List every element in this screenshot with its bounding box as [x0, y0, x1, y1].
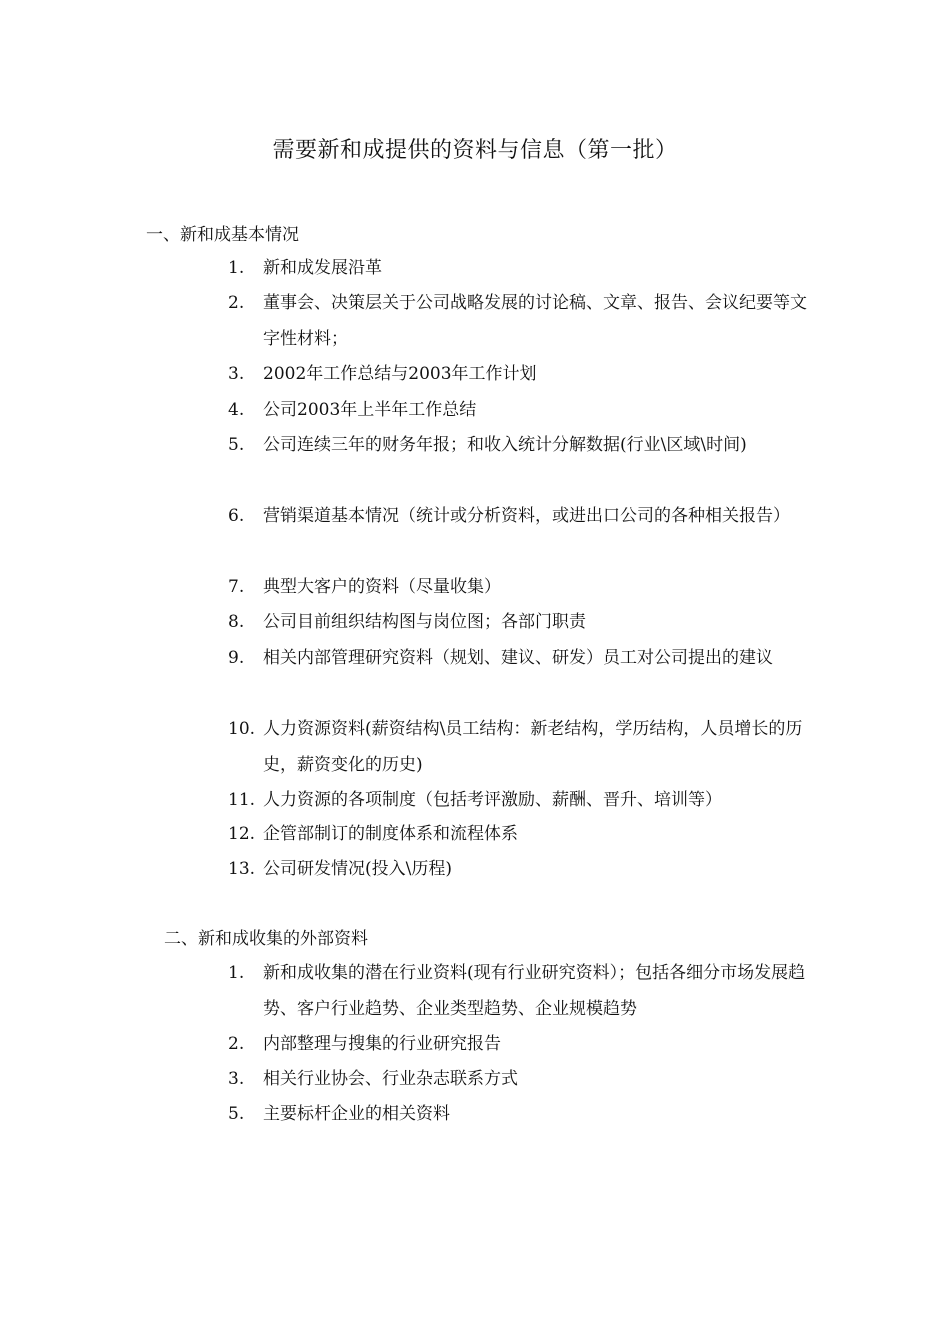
list-item-text: 公司连续三年的财务年报；和收入统计分解数据(行业\区域\时间)	[263, 435, 747, 455]
list-item-text: 公司研发情况(投入\历程)	[263, 859, 452, 879]
list-item-number: 2.	[228, 1034, 245, 1054]
list-item-number: 10.	[228, 719, 256, 739]
list-item	[228, 356, 818, 392]
section-heading-external-info: 二、新和成收集的外部资料	[164, 929, 368, 949]
list-item	[228, 782, 818, 818]
list-item-number: 8.	[228, 612, 245, 632]
section-heading-basic-info: 一、新和成基本情况	[146, 225, 299, 245]
list-item-text: 主要标杆企业的相关资料	[263, 1104, 450, 1124]
list-item-text: 营销渠道基本情况（统计或分析资料，或进出口公司的各种相关报告）	[263, 506, 790, 526]
page-title: 需要新和成提供的资料与信息（第一批）	[272, 138, 678, 163]
list-item	[228, 1061, 818, 1097]
list-item	[228, 955, 818, 1027]
list-item	[228, 816, 818, 852]
list-item-text: 相关内部管理研究资料（规划、建议、研发）员工对公司提出的建议	[263, 648, 773, 668]
list-item-text: 人力资源的各项制度（包括考评激励、薪酬、晋升、培训等）	[263, 790, 722, 810]
list-item-number: 2.	[228, 293, 245, 313]
list-item-text: 新和成收集的潜在行业资料(现有行业研究资料）；包括各细分市场发展趋势、客户行业趋势、企业类型趋势、企业规模趋势	[263, 963, 806, 1019]
list-item-number: 3.	[228, 1069, 245, 1089]
list-item-number: 11.	[228, 790, 256, 810]
list-item-number: 1.	[228, 258, 245, 278]
list-item-number: 12.	[228, 824, 256, 844]
list-item-number: 5.	[228, 1104, 245, 1124]
list-item	[228, 250, 818, 286]
list-item-text: 新和成发展沿革	[263, 258, 382, 278]
list-item-number: 3.	[228, 364, 245, 384]
list-item-number: 5.	[228, 435, 245, 455]
list-item	[228, 427, 818, 463]
list-item	[228, 711, 818, 783]
list-item	[228, 640, 818, 676]
list-item	[228, 569, 818, 605]
list-item-text: 人力资源资料(薪资结构\员工结构：新老结构，学历结构，人员增长的历史，薪资变化的历史)	[263, 719, 803, 775]
list-item	[228, 1026, 818, 1062]
list-item-number: 4.	[228, 400, 245, 420]
list-item-text: 企管部制订的制度体系和流程体系	[263, 824, 518, 844]
list-item-text: 董事会、决策层关于公司战略发展的讨论稿、文章、报告、会议纪要等文字性材料；	[263, 293, 807, 349]
list-item	[228, 498, 818, 534]
list-item-text: 公司目前组织结构图与岗位图；各部门职责	[263, 612, 586, 632]
list-item-number: 6.	[228, 506, 245, 526]
list-item-number: 9.	[228, 648, 245, 668]
list-item-text: 相关行业协会、行业杂志联系方式	[263, 1069, 518, 1089]
list-item-text: 内部整理与搜集的行业研究报告	[263, 1034, 501, 1054]
list-item	[228, 392, 818, 428]
list-item-text: 2002年工作总结与2003年工作计划	[263, 364, 537, 384]
list-item	[228, 285, 818, 357]
list-item-number: 7.	[228, 577, 245, 597]
list-item	[228, 604, 818, 640]
list-item	[228, 851, 818, 887]
list-item-number: 13.	[228, 859, 256, 879]
list-item	[228, 1096, 818, 1132]
list-item-number: 1.	[228, 963, 245, 983]
list-item-text: 公司2003年上半年工作总结	[263, 400, 477, 420]
list-item-text: 典型大客户的资料（尽量收集）	[263, 577, 501, 597]
